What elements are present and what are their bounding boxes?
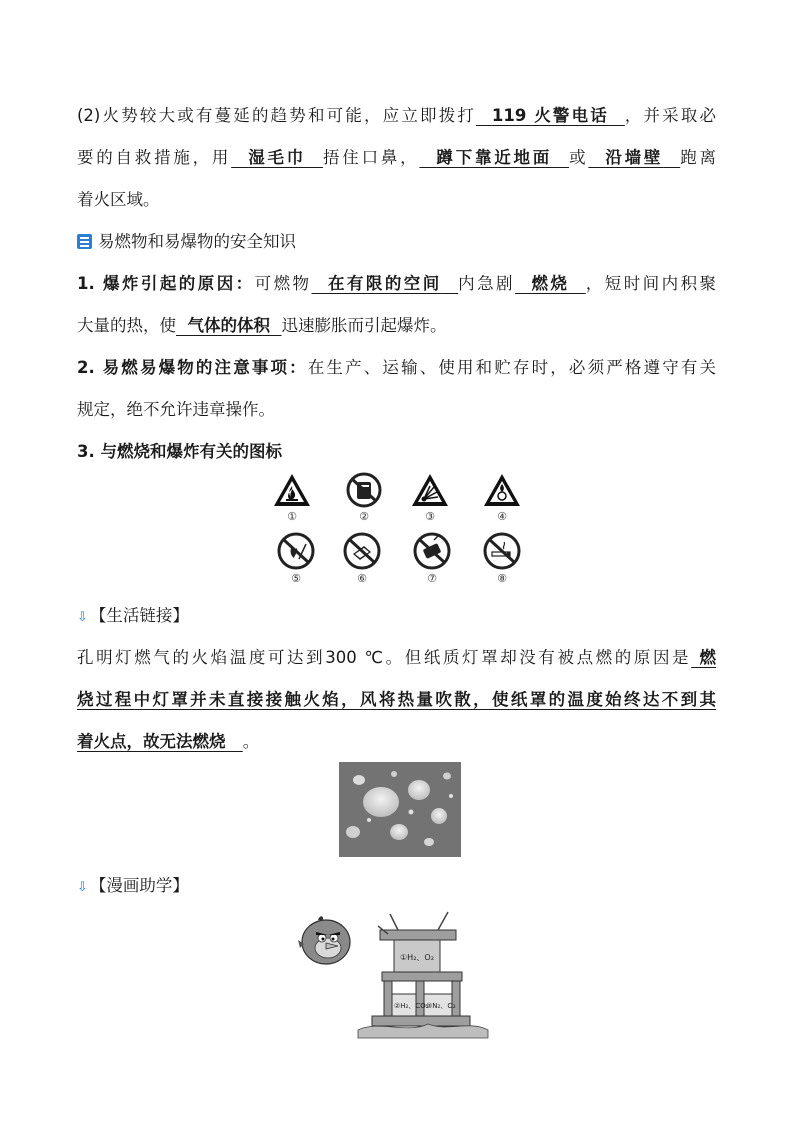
answer-blank: 沿墙壁 xyxy=(605,148,664,167)
link-arrow-icon: ⇩ xyxy=(77,610,88,625)
wooden-boxes-structure xyxy=(358,912,488,1038)
answer-blank: 烧过程中灯罩并未直接接触火焰，风将热量吹散，使纸罩的温度始终达不到其 xyxy=(77,690,716,709)
answer-blank: 燃烧 xyxy=(531,274,570,293)
item1-line-1: 1. 爆炸引起的原因：可燃物 在有限的空间 内急剧 燃烧 ，短时间内积聚 xyxy=(77,274,717,293)
answer-blank: 气体的体积 xyxy=(187,316,270,335)
box-2-label: ②H₂、CO₂ xyxy=(394,1002,429,1010)
text: (2)火势较大或有蔓延的趋势和可能，应立即拨打 xyxy=(77,106,477,125)
comic-heading: ⇩ 【漫画助学】 xyxy=(77,874,716,900)
sign-no-smoking: ⑧ xyxy=(480,532,524,585)
answer-blank: 在有限的空间 xyxy=(327,274,442,293)
oxidizer-warning-icon xyxy=(482,472,522,508)
comic-illustration xyxy=(298,908,493,1040)
no-burning-icon xyxy=(344,472,384,508)
sign-explosive: ③ xyxy=(408,472,452,523)
no-fireworks-icon xyxy=(342,532,382,570)
item1-line-2: 大量的热，使 气体的体积 迅速膨胀而引起爆炸。 xyxy=(77,316,447,335)
list-icon xyxy=(77,234,92,249)
life-link-heading: ⇩ 【生活链接】 xyxy=(77,604,716,630)
life-line-1: 孔明灯燃气的火焰温度可达到300 ℃。但纸质灯罩却没有被点燃的原因是 燃 xyxy=(77,648,716,667)
explosive-warning-icon xyxy=(410,472,450,508)
sky-lanterns-image xyxy=(339,762,461,857)
no-open-flame-icon xyxy=(276,532,316,570)
flammable-warning-icon xyxy=(272,472,312,508)
paragraph-line-2: 要的自救措施，用 湿毛巾 捂住口鼻， 蹲下靠近地面 或 沿墙壁 跑离 xyxy=(77,148,717,167)
sign-oxidizer: ④ xyxy=(480,472,524,523)
text: ，并采取必 xyxy=(624,106,716,125)
safety-signs-figure xyxy=(270,472,530,590)
item2-line-1: 2. 易燃易爆物的注意事项：在生产、运输、使用和贮存时，必须严格遵守有关 xyxy=(77,358,716,377)
comic-bird-boxes-image xyxy=(298,908,493,1040)
item2-line-2: 规定，绝不允许违章操作。 xyxy=(77,400,275,419)
box-3-label: ③N₂、O₂ xyxy=(426,1002,456,1010)
answer-blank: 燃 xyxy=(699,648,716,667)
angry-bird-icon xyxy=(298,916,350,964)
sign-no-fireworks: ⑥ xyxy=(340,532,384,585)
paragraph-line-1 xyxy=(77,104,716,128)
answer-blank: 湿毛巾 xyxy=(248,148,306,167)
sign-flammable: ① xyxy=(270,472,314,523)
link-arrow-icon: ⇩ xyxy=(77,880,88,895)
sky-lantern-photo xyxy=(339,762,461,857)
life-line-2 xyxy=(77,688,716,712)
sign-no-burning: ② xyxy=(342,472,386,523)
no-smoking-icon xyxy=(482,532,522,570)
paragraph-line-3: 着火区域。 xyxy=(77,190,160,209)
section-title: 易燃物和易爆物的安全知识 xyxy=(98,232,296,251)
box-1-label: ①H₂、O₂ xyxy=(400,953,434,962)
sign-no-fire: ⑤ xyxy=(274,532,318,585)
answer-blank: 119 火警电话 xyxy=(491,106,609,125)
item3-heading: 3. 与燃烧和爆炸有关的图标 xyxy=(77,442,282,461)
sign-no-firecrackers: ⑦ xyxy=(410,532,454,585)
answer-blank: 蹲下靠近地面 xyxy=(436,148,553,167)
life-line-3: 着火点，故无法燃烧 。 xyxy=(77,732,260,751)
answer-blank: 着火点，故无法燃烧 xyxy=(77,732,226,751)
no-firecrackers-icon xyxy=(412,532,452,570)
section-heading xyxy=(77,230,716,254)
